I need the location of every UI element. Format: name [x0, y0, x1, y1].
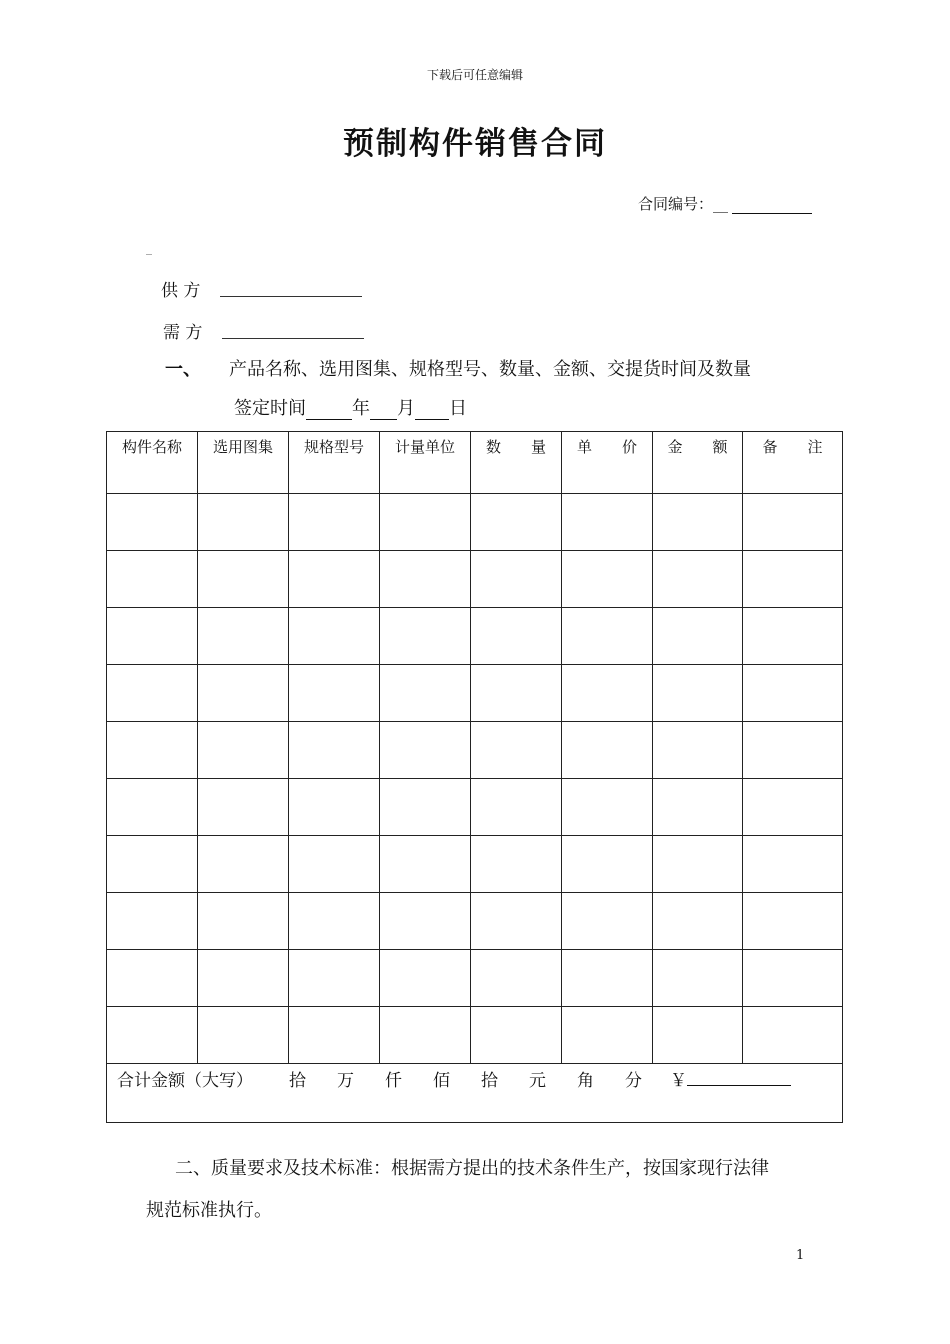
section1-number: 一、 — [165, 359, 201, 380]
table-cell[interactable] — [653, 779, 743, 836]
table-cell[interactable] — [562, 1007, 653, 1064]
table-cell[interactable] — [198, 893, 289, 950]
table-cell[interactable] — [562, 494, 653, 551]
table-cell[interactable] — [471, 608, 562, 665]
header-spec-model: 规格型号 — [289, 432, 380, 494]
table-cell[interactable] — [198, 779, 289, 836]
table-cell[interactable] — [107, 950, 198, 1007]
table-cell[interactable] — [653, 950, 743, 1007]
section2-line1: 二、质量要求及技术标准：根据需方提出的技术条件生产，按国家现行法律 — [175, 1158, 769, 1179]
table-cell[interactable] — [743, 722, 843, 779]
table-cell[interactable] — [198, 551, 289, 608]
table-cell[interactable] — [743, 893, 843, 950]
total-label: 合计金额（大写） — [117, 1071, 253, 1091]
sign-date-label: 签定时间 — [234, 398, 306, 419]
unit-yuan: 元 — [529, 1071, 546, 1091]
table-cell[interactable] — [471, 950, 562, 1007]
table-cell[interactable] — [743, 608, 843, 665]
table-cell[interactable] — [562, 665, 653, 722]
table-cell[interactable] — [107, 1007, 198, 1064]
contract-number-blank — [732, 199, 812, 214]
table-cell[interactable] — [471, 836, 562, 893]
product-table — [106, 431, 843, 1123]
table-cell[interactable] — [743, 779, 843, 836]
table-cell[interactable] — [471, 665, 562, 722]
table-row — [107, 1007, 843, 1064]
table-row — [107, 494, 843, 551]
table-cell[interactable] — [562, 551, 653, 608]
table-cell[interactable] — [198, 665, 289, 722]
table-cell[interactable] — [380, 551, 471, 608]
unit-wan: 万 — [337, 1071, 354, 1091]
table-cell[interactable] — [289, 1007, 380, 1064]
table-cell[interactable] — [653, 665, 743, 722]
contract-number-label: 合同编号： — [638, 195, 714, 213]
table-row — [107, 893, 843, 950]
table-cell[interactable] — [653, 722, 743, 779]
table-cell[interactable] — [289, 722, 380, 779]
table-cell[interactable] — [289, 779, 380, 836]
header-note: 下载后可任意编辑 — [426, 68, 523, 82]
table-cell[interactable] — [562, 836, 653, 893]
supplier-blank — [220, 295, 362, 297]
unit-shi-2: 拾 — [481, 1071, 498, 1091]
header-atlas: 选用图集 — [198, 432, 289, 494]
unit-fen: 分 — [625, 1071, 642, 1091]
unit-bai: 佰 — [433, 1071, 450, 1091]
day-label: 日 — [449, 398, 467, 419]
table-cell[interactable] — [743, 1007, 843, 1064]
table-cell[interactable] — [380, 950, 471, 1007]
table-cell[interactable] — [653, 836, 743, 893]
table-cell[interactable] — [471, 551, 562, 608]
table-cell[interactable] — [380, 665, 471, 722]
table-cell[interactable] — [562, 779, 653, 836]
currency-symbol: ￥ — [670, 1071, 687, 1091]
table-cell[interactable] — [198, 494, 289, 551]
table-cell[interactable] — [380, 494, 471, 551]
table-cell[interactable] — [562, 722, 653, 779]
table-row — [107, 722, 843, 779]
supplier-label: 供 方 — [161, 281, 201, 301]
table-cell[interactable] — [198, 836, 289, 893]
amount-blank — [687, 1071, 791, 1086]
table-cell[interactable] — [653, 608, 743, 665]
table-cell[interactable] — [107, 836, 198, 893]
table-cell[interactable] — [653, 494, 743, 551]
table-cell[interactable] — [289, 950, 380, 1007]
total-cell[interactable] — [107, 1064, 843, 1123]
table-cell[interactable] — [471, 494, 562, 551]
page-number: 1 — [796, 1248, 805, 1263]
table-cell[interactable] — [471, 1007, 562, 1064]
table-cell[interactable] — [107, 893, 198, 950]
table-cell[interactable] — [743, 551, 843, 608]
table-cell[interactable] — [380, 836, 471, 893]
table-cell[interactable] — [471, 893, 562, 950]
table-cell[interactable] — [653, 551, 743, 608]
table-cell[interactable] — [562, 950, 653, 1007]
contract-number-prefix: __ — [713, 195, 729, 213]
table-cell[interactable] — [198, 608, 289, 665]
header-amount: 金 额 — [653, 432, 743, 494]
table-cell[interactable] — [198, 1007, 289, 1064]
document-title: 预制构件销售合同 — [343, 126, 607, 162]
table-cell[interactable] — [107, 551, 198, 608]
table-cell[interactable] — [289, 893, 380, 950]
buyer-blank — [222, 337, 364, 339]
supplier-row — [161, 276, 362, 301]
month-blank — [370, 403, 397, 420]
sign-date — [234, 394, 467, 420]
table-row — [107, 665, 843, 722]
table-row — [107, 950, 843, 1007]
unit-shi-1: 拾 — [289, 1071, 306, 1091]
table-cell[interactable] — [289, 608, 380, 665]
buyer-label: 需 方 — [163, 323, 203, 343]
table-cell[interactable] — [107, 779, 198, 836]
table-row — [107, 836, 843, 893]
unit-jiao: 角 — [577, 1071, 594, 1091]
table-cell[interactable] — [198, 722, 289, 779]
table-cell[interactable] — [562, 893, 653, 950]
table-cell[interactable] — [743, 665, 843, 722]
unit-qian: 仟 — [385, 1071, 402, 1091]
table-cell[interactable] — [107, 665, 198, 722]
table-cell[interactable] — [289, 665, 380, 722]
table-cell[interactable] — [562, 608, 653, 665]
header-component-name: 构件名称 — [107, 432, 198, 494]
table-cell[interactable] — [743, 950, 843, 1007]
total-row — [107, 1064, 843, 1123]
table-cell[interactable] — [380, 722, 471, 779]
table-cell[interactable] — [380, 893, 471, 950]
header-quantity: 数 量 — [471, 432, 562, 494]
table-cell[interactable] — [743, 836, 843, 893]
table-row — [107, 608, 843, 665]
contract-number — [638, 193, 812, 214]
section1-title: 产品名称、选用图集、规格型号、数量、金额、交提货时间及数量 — [229, 359, 751, 380]
table-cell[interactable] — [289, 551, 380, 608]
section2-line2: 规范标准执行。 — [146, 1200, 272, 1221]
table-cell[interactable] — [198, 950, 289, 1007]
table-cell[interactable] — [653, 893, 743, 950]
table-cell[interactable] — [380, 779, 471, 836]
table-cell[interactable] — [289, 494, 380, 551]
buyer-row — [163, 318, 364, 343]
table-cell[interactable] — [653, 1007, 743, 1064]
header-remarks: 备 注 — [743, 432, 843, 494]
table-header-row — [107, 432, 843, 494]
table-cell[interactable] — [380, 1007, 471, 1064]
table-cell[interactable] — [471, 722, 562, 779]
table-cell[interactable] — [743, 494, 843, 551]
table-cell[interactable] — [107, 722, 198, 779]
table-cell[interactable] — [289, 836, 380, 893]
table-cell[interactable] — [471, 779, 562, 836]
table-row — [107, 551, 843, 608]
header-unit: 计量单位 — [380, 432, 471, 494]
year-label: 年 — [352, 398, 370, 419]
header-unit-price: 单 价 — [562, 432, 653, 494]
table-cell[interactable] — [380, 608, 471, 665]
year-blank — [306, 403, 352, 420]
table-row — [107, 779, 843, 836]
day-blank — [415, 403, 449, 420]
table-cell[interactable] — [107, 494, 198, 551]
stray-mark: _ — [146, 241, 152, 255]
table-cell[interactable] — [107, 608, 198, 665]
month-label: 月 — [397, 398, 415, 419]
